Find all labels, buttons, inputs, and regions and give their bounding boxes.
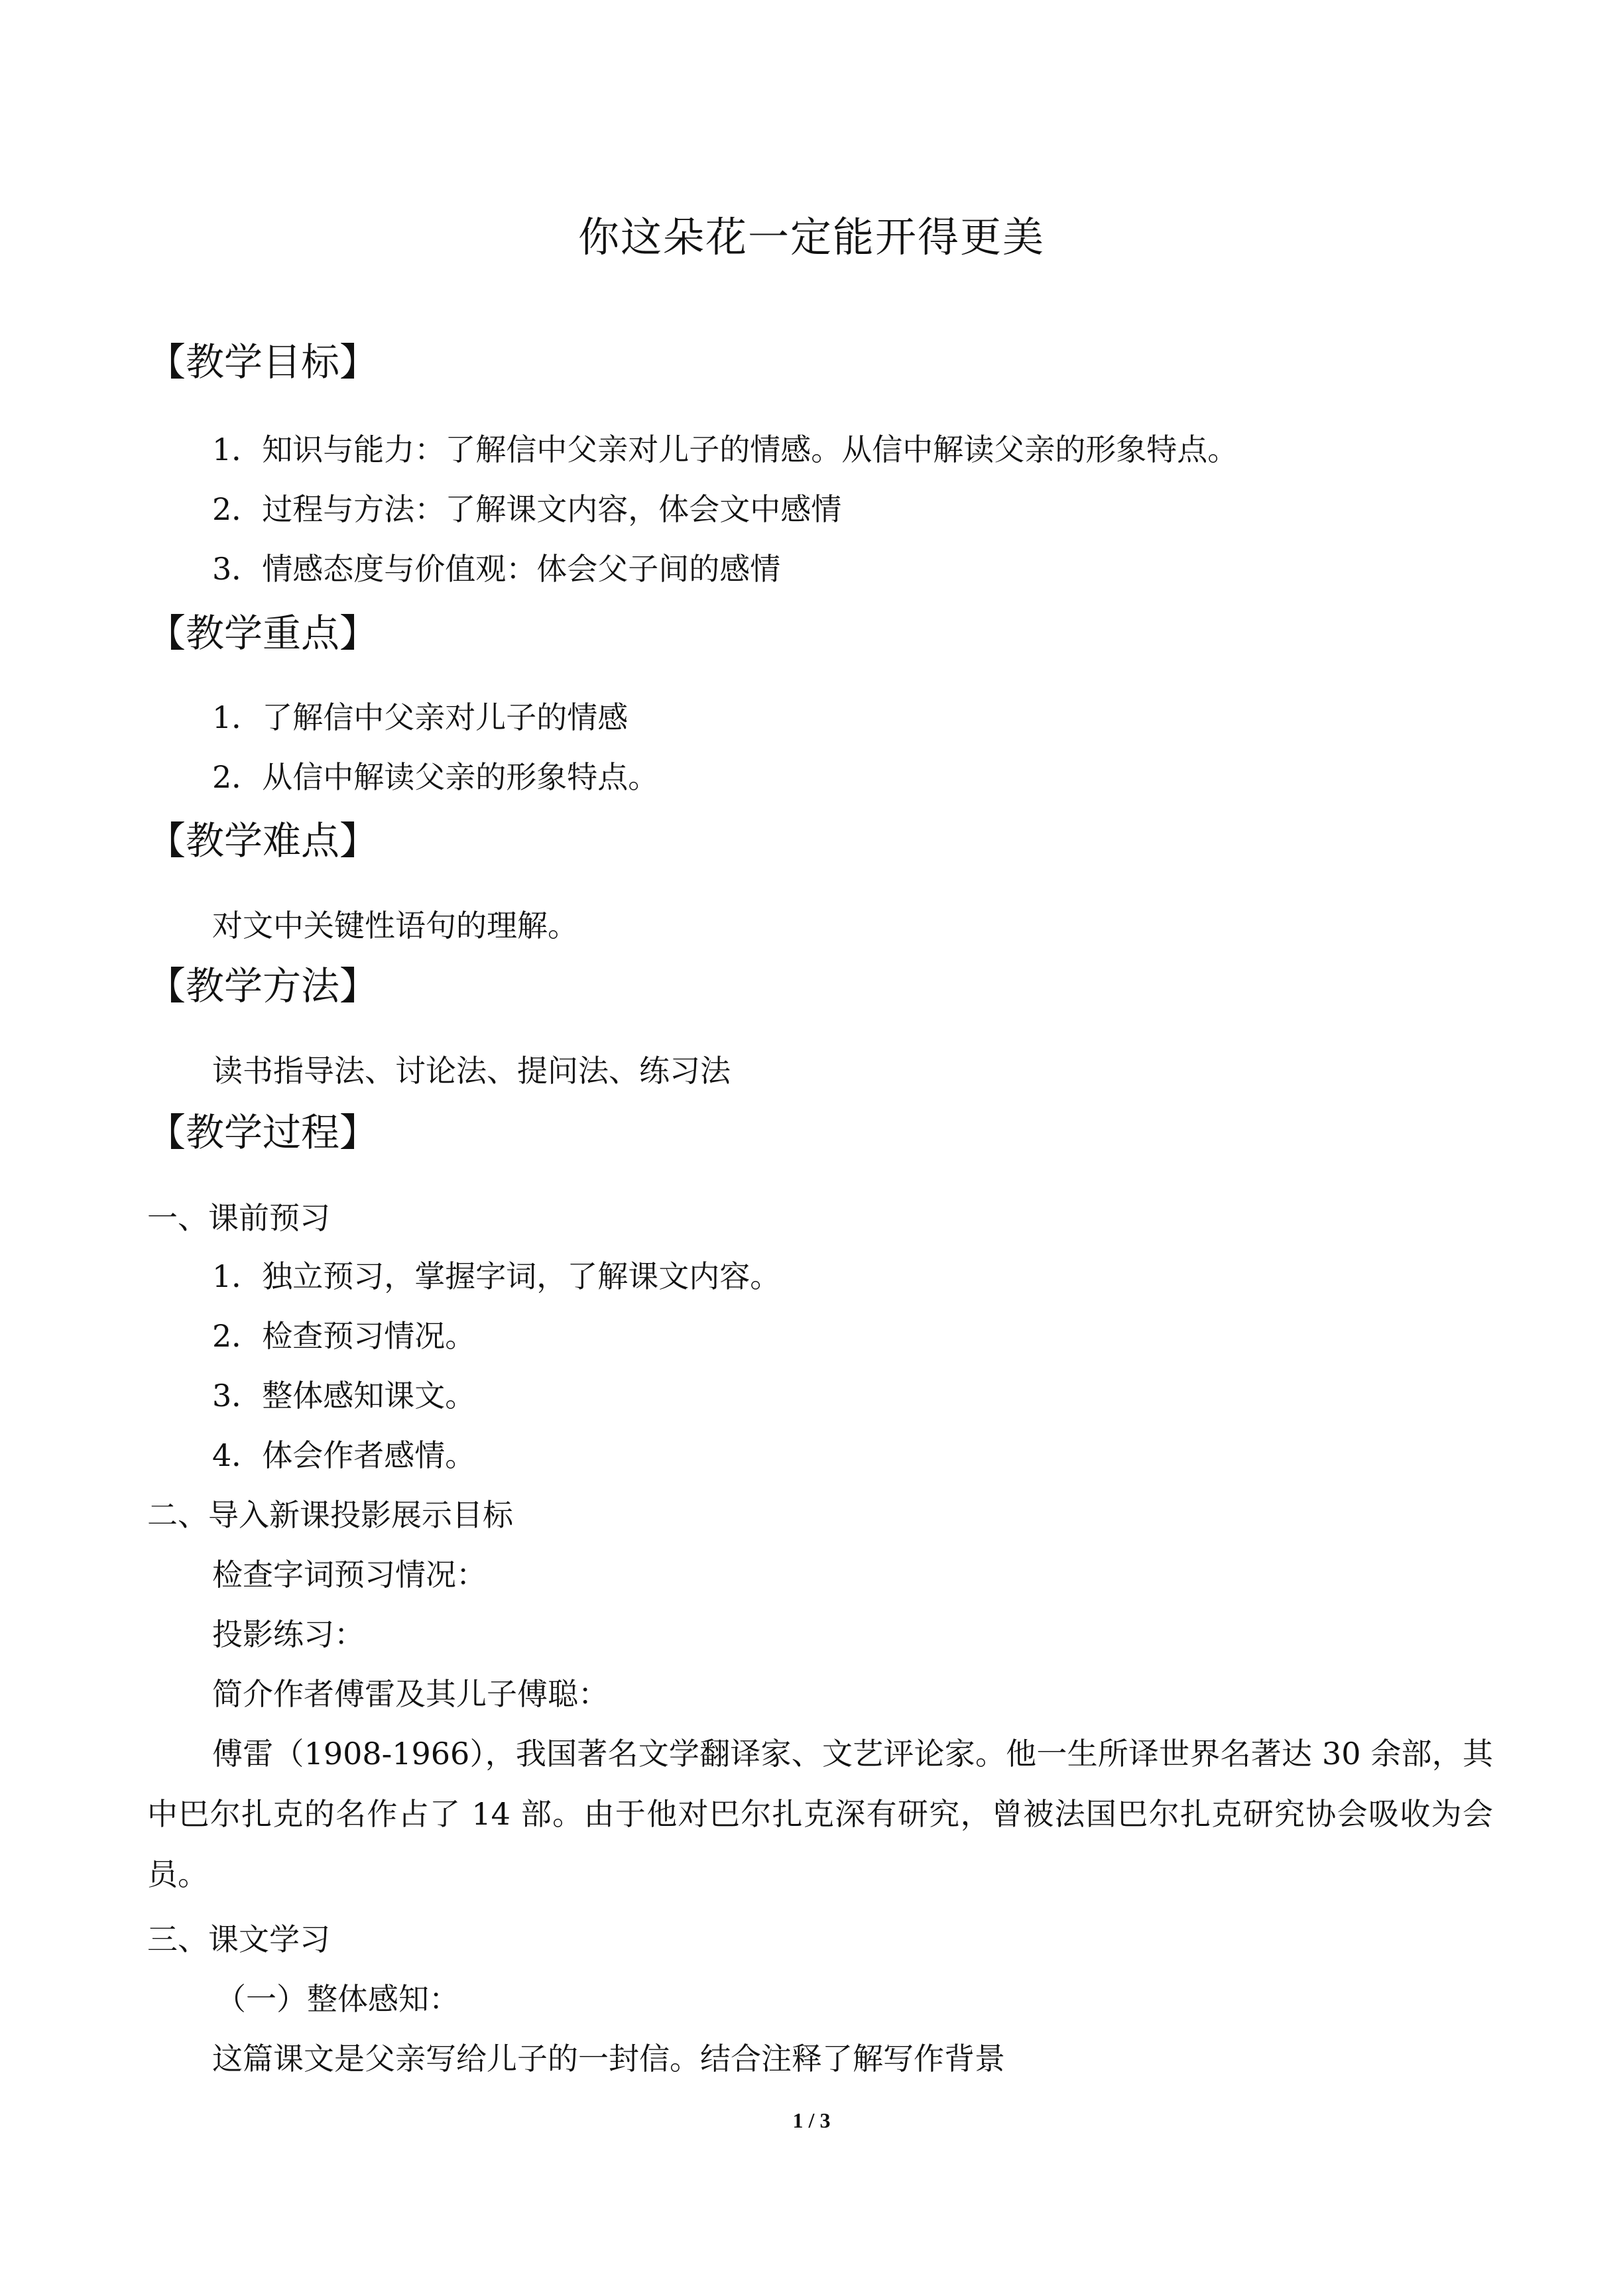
section-heading-goals: 【教学目标】: [147, 339, 379, 385]
list-item: 3．整体感知课文。: [212, 1378, 476, 1414]
section-heading-difficulties: 【教学难点】: [147, 818, 379, 863]
list-item: 1．了解信中父亲对儿子的情感: [212, 699, 629, 735]
list-item: 2．检查预习情况。: [212, 1318, 476, 1354]
page-number: 1 / 3: [792, 2108, 831, 2132]
section-heading-methods: 【教学方法】: [147, 963, 379, 1008]
author-paragraph: 傅雷（1908-1966），我国著名文学翻译家、文艺评论家。他一生所译世界名著达 30 余部，其中巴尔扎克的名作占了 14 部。由于他对巴尔扎克深有研究，曾被法国巴尔扎克研究协会吸收为会员。: [147, 1736, 1493, 1892]
process-part-title: 二、导入新课投影展示目标: [147, 1497, 513, 1533]
list-item: 投影练习：: [212, 1616, 365, 1652]
list-item: 读书指导法、讨论法、提问法、练习法: [212, 1053, 731, 1089]
section-heading-key-points: 【教学重点】: [147, 611, 379, 656]
list-item: 对文中关键性语句的理解。: [212, 908, 578, 943]
list-item: 2．过程与方法：了解课文内容，体会文中感情: [212, 491, 842, 527]
list-item: 检查字词预习情况：: [212, 1557, 487, 1593]
list-item: 简介作者傅雷及其儿子傅聪：: [212, 1676, 609, 1712]
list-item: 1．独立预习，掌握字词，了解课文内容。: [212, 1258, 781, 1294]
list-item: 4．体会作者感情。: [212, 1437, 476, 1473]
list-item: 1．知识与能力：了解信中父亲对儿子的情感。从信中解读父亲的形象特点。: [212, 432, 1238, 467]
process-part-title: 三、课文学习: [147, 1921, 330, 1957]
process-part-title: 一、课前预习: [147, 1200, 330, 1236]
page-title: 你这朵花一定能开得更美: [577, 213, 1045, 261]
section-heading-process: 【教学过程】: [147, 1110, 379, 1155]
list-item: 这篇课文是父亲写给儿子的一封信。结合注释了解写作背景: [212, 2041, 1005, 2077]
list-item: 3．情感态度与价值观：体会父子间的感情: [212, 551, 781, 587]
process-subtitle: （一）整体感知：: [215, 1981, 459, 2017]
list-item: 2．从信中解读父亲的形象特点。: [212, 759, 659, 795]
